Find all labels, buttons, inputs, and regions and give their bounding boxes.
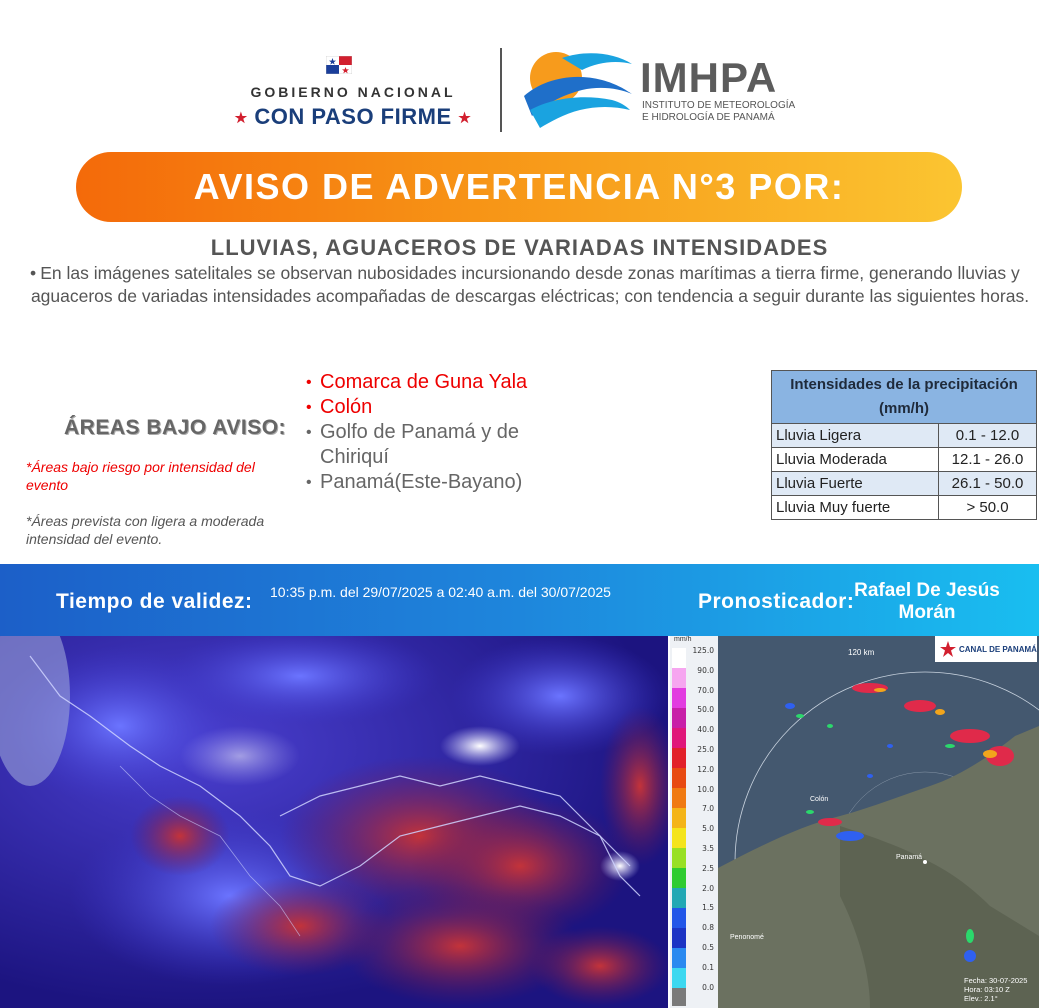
- bullet-icon: •: [30, 263, 37, 283]
- intensity-label: Lluvia Muy fuerte: [772, 496, 939, 520]
- validity-band: [0, 564, 1039, 636]
- scale-label: 2.5: [702, 863, 714, 873]
- scale-label: 0.1: [702, 962, 714, 972]
- intensity-table-header: Intensidades de la precipitación (mm/h): [772, 371, 1037, 424]
- scale-label: 25.0: [697, 744, 714, 754]
- header-divider: [500, 48, 502, 132]
- forecaster-label: Pronosticador:: [698, 590, 855, 613]
- scale-label: 0.8: [702, 923, 714, 933]
- imhpa-swirl-icon: [522, 50, 634, 130]
- scale-label: 1.5: [702, 903, 714, 913]
- satellite-image: [0, 636, 668, 1008]
- radar-elev: Elev.: 2.1°: [964, 994, 998, 1003]
- radar-timestamp: [964, 976, 1027, 1003]
- area-list: [306, 370, 536, 495]
- radar-image: [670, 636, 1039, 1008]
- validity-value: 10:35 p.m. del 29/07/2025 a 02:40 a.m. del 30/07/2025: [270, 584, 611, 600]
- scale-label: 7.0: [702, 804, 714, 814]
- scale-label: 50.0: [697, 705, 714, 715]
- forecaster-name: Rafael De Jesús Morán: [854, 580, 1000, 623]
- radar-unit: mm/h: [674, 636, 692, 643]
- scale-label: 70.0: [697, 685, 714, 695]
- table-row: [772, 496, 1037, 520]
- star-icon: ★: [458, 109, 472, 126]
- canal-de-panama-logo: [935, 636, 1037, 662]
- radar-legend: [670, 636, 718, 1008]
- warning-title: AVISO DE ADVERTENCIA N°3 POR:: [193, 166, 845, 207]
- panama-flag-icon: [326, 56, 352, 74]
- imhpa-sub1: INSTITUTO DE METEOROLOGÍA: [642, 100, 796, 111]
- scale-label: 125.0: [692, 646, 714, 655]
- radar-date: Fecha: 30-07-2025: [964, 976, 1028, 985]
- radar-scale-labels: [688, 646, 716, 1002]
- areas-label: ÁREAS BAJO AVISO:: [64, 416, 287, 439]
- description-text: En las imágenes satelitales se observan nubosidades incursionando desde zonas marítimas a tierra firme, generando lluvias y aguaceros de variadas intensidades acompañadas de descargas eléctricas; con tendencia a seguir durante las siguientes horas.: [30, 263, 1030, 306]
- gobierno-nacional-logo: [222, 54, 484, 134]
- radar-place-colon: Colón: [810, 796, 829, 803]
- intensity-table: [771, 370, 1037, 520]
- intensity-value: 12.1 - 26.0: [939, 448, 1037, 472]
- table-row: [772, 472, 1037, 496]
- table-row: [772, 424, 1037, 448]
- intensity-label: Lluvia Fuerte: [772, 472, 939, 496]
- warning-title-bar: [76, 152, 962, 222]
- canal-star-icon: [939, 640, 957, 658]
- radar-time: Hora: 03:10 Z: [964, 985, 1010, 994]
- gov-line1: GOBIERNO NACIONAL: [250, 84, 456, 100]
- intensity-value: 0.1 - 12.0: [939, 424, 1037, 448]
- list-item: • Colón: [306, 395, 536, 420]
- intensity-label: Lluvia Moderada: [772, 448, 939, 472]
- imhpa-logo: [522, 50, 802, 136]
- radar-map-icon: [670, 636, 1039, 1008]
- scale-label: 12.0: [697, 764, 714, 774]
- scale-label: 5.0: [702, 824, 714, 834]
- scale-label: 90.0: [697, 665, 714, 675]
- list-item: • Comarca de Guna Yala: [306, 370, 536, 395]
- radar-place-panama: Panamá: [896, 854, 923, 861]
- list-item: • Golfo de Panamá y de Chiriquí: [306, 420, 536, 470]
- warning-subtitle: LLUVIAS, AGUACEROS DE VARIADAS INTENSIDADES: [210, 235, 829, 260]
- intensity-value: > 50.0: [939, 496, 1037, 520]
- forecaster-label-text: Pronosticador: [698, 590, 847, 613]
- scale-label: 3.5: [702, 843, 714, 853]
- radar-place-penonome: Penonomé: [730, 934, 764, 941]
- table-row: [772, 448, 1037, 472]
- scale-label: 2.0: [702, 883, 714, 893]
- canal-logo-text: CANAL DE PANAMÁ: [959, 644, 1037, 654]
- radar-scale-icon: [672, 648, 686, 1006]
- validity-label: Tiempo de validez:: [56, 590, 253, 613]
- gov-line2: [222, 104, 484, 130]
- validity-label-text: Tiempo de validez: [56, 590, 245, 613]
- list-item: • Panamá(Este-Bayano): [306, 470, 536, 495]
- warning-description: [30, 262, 1030, 308]
- scale-label: 0.5: [702, 942, 714, 952]
- star-icon: ★: [234, 109, 248, 126]
- scale-label: 10.0: [697, 784, 714, 794]
- scale-label: 0.0: [702, 982, 714, 992]
- intensity-value: 26.1 - 50.0: [939, 472, 1037, 496]
- scale-label: 40.0: [697, 725, 714, 735]
- note-light: *Áreas prevista con ligera a moderada intensidad del evento.: [26, 513, 265, 547]
- satellite-map-icon: [0, 636, 668, 1008]
- imhpa-subtitle: [642, 100, 795, 124]
- intensity-label: Lluvia Ligera: [772, 424, 939, 448]
- gov-slogan: CON PASO FIRME: [254, 104, 452, 129]
- note-risk: *Áreas bajo riesgo por intensidad del evento: [26, 459, 255, 493]
- radar-range: 120 km: [848, 648, 875, 657]
- imhpa-sub2: E HIDROLOGÍA DE PANAMÁ: [642, 112, 775, 123]
- imhpa-name: IMHPA: [640, 54, 778, 101]
